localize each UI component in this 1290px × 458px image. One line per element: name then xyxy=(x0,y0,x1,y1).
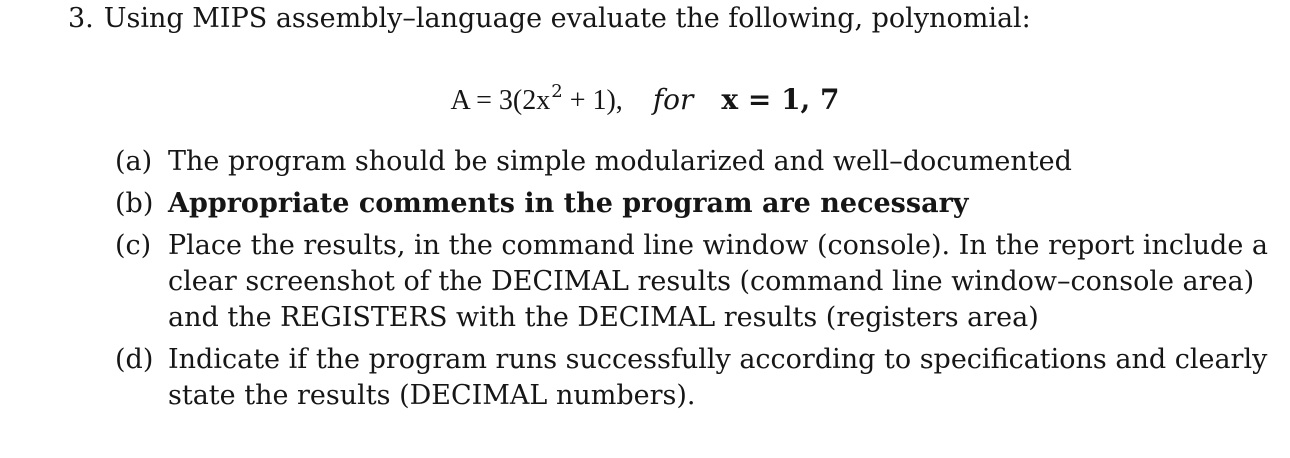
equation-exponent: 2 xyxy=(551,81,563,102)
equation-lhs: A = 3(2x xyxy=(450,85,551,116)
list-item xyxy=(115,228,1275,336)
list-item xyxy=(115,342,1275,414)
item-label-a: (a) xyxy=(115,146,153,177)
item-text-a: The program should be simple modularized and well–documented xyxy=(168,146,1072,177)
item-label-c: (c) xyxy=(115,230,152,261)
list-item xyxy=(115,144,1275,180)
question-text: Using MIPS assembly–language evaluate the following, polynomial: xyxy=(103,3,1031,34)
item-text-c: Place the results, in the command line window (console). In the report include a clear screenshot of the DECIMAL results (command line window–console area) and the REGISTERS with the DECIMAL results (registers area) xyxy=(168,230,1268,333)
item-label-b: (b) xyxy=(115,188,154,219)
item-text-b: Appropriate comments in the program are necessary xyxy=(168,188,969,219)
item-text-d: Indicate if the program runs successfully according to specifications and clearly state the results (DECIMAL numbers). xyxy=(168,344,1268,411)
question-number: 3. xyxy=(68,3,94,34)
question-heading xyxy=(68,0,1031,38)
polynomial-equation xyxy=(0,80,1290,124)
equation-rhs: + 1), xyxy=(562,85,623,116)
equation-for-word: for xyxy=(652,83,694,116)
list-item xyxy=(115,186,1275,222)
item-label-d: (d) xyxy=(115,344,154,375)
requirements-list xyxy=(115,144,1275,420)
equation-condition: x = 1, 7 xyxy=(721,83,840,116)
